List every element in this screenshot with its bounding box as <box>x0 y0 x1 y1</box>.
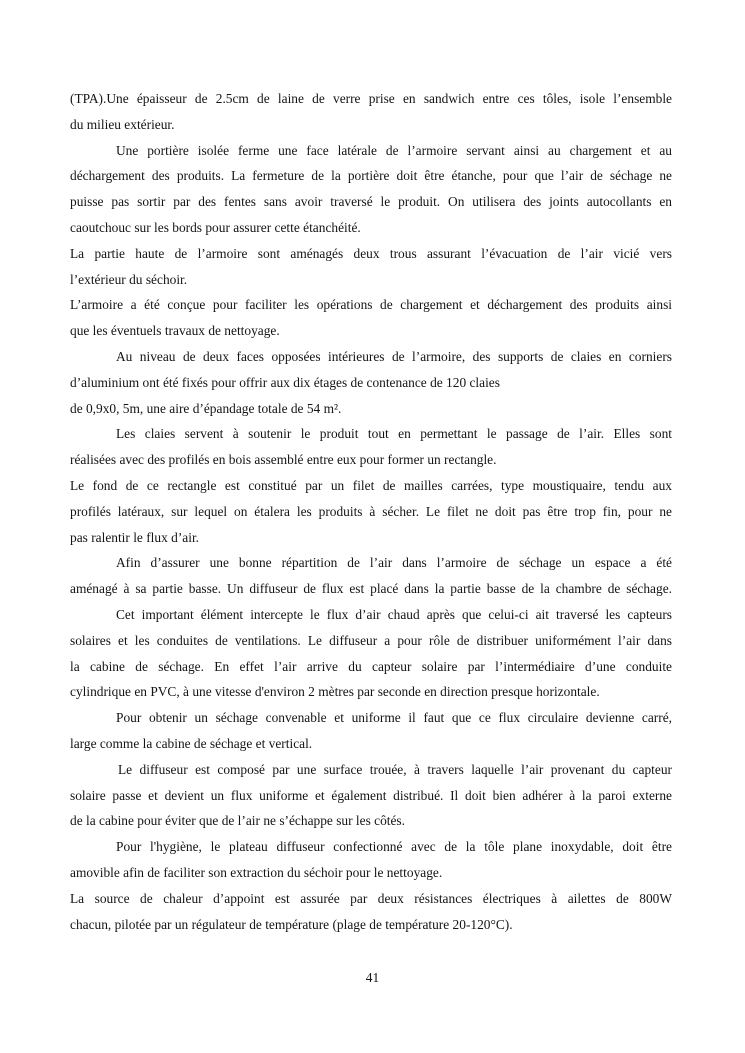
text-line: la cabine de séchage. En effet l’air arrive du capteur solaire par l’intermédiaire d’une conduite <box>70 658 672 674</box>
text-line: Le diffuseur est composé par une surface trouée, à travers laquelle l’air provenant du capteur <box>118 761 672 777</box>
text-line: profilés latéraux, sur lequel on étalera les produits à sécher. Le filet ne doit pas être trop fin, pour ne <box>70 503 672 519</box>
text-line: (TPA).Une épaisseur de 2.5cm de laine de verre prise en sandwich entre ces tôles, isole l’ensemble <box>70 91 672 106</box>
text-line: Pour l'hygiène, le plateau diffuseur confectionné avec de la tôle plane inoxydable, doit être <box>116 839 672 855</box>
text-line: Au niveau de deux faces opposées intérieures de l’armoire, des supports de claies en corniers <box>116 348 672 364</box>
text-line: Les claies servent à soutenir le produit tout en permettant le passage de l’air. Elles sont <box>116 426 672 442</box>
page-number: 41 <box>365 970 380 985</box>
text-line: solaires et les conduites de ventilations. Le diffuseur a pour rôle de distribuer uniformément l’air dans <box>70 632 672 648</box>
text-line: du milieu extérieur. <box>70 116 175 132</box>
text-line: Pour obtenir un séchage convenable et uniforme il faut que ce flux circulaire devienne carré, <box>116 710 672 726</box>
text-line: déchargement des produits. La fermeture de la portière doit être étanche, pour que l’air de séchage ne <box>70 168 672 184</box>
text-line: Cet important élément intercepte le flux d’air chaud après que celui-ci ait traversé les capteurs <box>116 606 672 622</box>
text-line: solaire passe et devient un flux uniforme et également distribué. Il doit bien adhérer à la paroi externe <box>70 787 672 803</box>
text-line: L’armoire a été conçue pour faciliter les opérations de chargement et déchargement des produits ainsi <box>70 297 672 313</box>
text-line: de la cabine pour éviter que de l’air ne s’échappe sur les côtés. <box>70 813 405 829</box>
text-line: caoutchouc sur les bords pour assurer cette étanchéité. <box>70 219 361 235</box>
text-line: large comme la cabine de séchage et vertical. <box>70 735 313 751</box>
text-line: cylindrique en PVC, à une vitesse d'environ 2 mètres par seconde en direction presque horizontale. <box>70 684 600 700</box>
text-line: chacun, pilotée par un régulateur de température (plage de température 20-120°C). <box>70 916 513 932</box>
text-line: puisse pas sortir par des fentes sans avoir traversé le produit. On utilisera des joints autocollants en <box>70 194 672 210</box>
text-line: Afin d’assurer une bonne répartition de l’air dans l’armoire de séchage un espace a été <box>116 555 672 571</box>
text-line: pas ralentir le flux d’air. <box>70 529 200 545</box>
document-body <box>70 86 672 937</box>
text-line: Une portière isolée ferme une face latérale de l’armoire servant ainsi au chargement et au <box>116 142 672 158</box>
text-line: d’aluminium ont été fixés pour offrir aux dix étages de contenance de 120 claies <box>70 374 500 390</box>
text-line: réalisées avec des profilés en bois assemblé entre eux pour former un rectangle. <box>70 452 497 468</box>
text-line: de 0,9x0, 5m, une aire d’épandage totale de 54 m². <box>70 400 342 416</box>
text-line: amovible afin de faciliter son extraction du séchoir pour le nettoyage. <box>70 864 443 880</box>
text-line: La source de chaleur d’appoint est assurée par deux résistances électriques à ailettes de 800W <box>70 890 672 906</box>
text-line: La partie haute de l’armoire sont aménagés deux trous assurant l’évacuation de l’air vicié vers <box>70 245 672 261</box>
text-line: l’extérieur du séchoir. <box>70 271 188 287</box>
text-line: que les éventuels travaux de nettoyage. <box>70 323 280 339</box>
text-line: Le fond de ce rectangle est constitué par un filet de mailles carrées, type moustiquaire, tendu aux <box>70 477 672 493</box>
text-line: aménagé à sa partie basse. Un diffuseur de flux est placé dans la partie basse de la chambre de séchage. <box>70 581 672 597</box>
